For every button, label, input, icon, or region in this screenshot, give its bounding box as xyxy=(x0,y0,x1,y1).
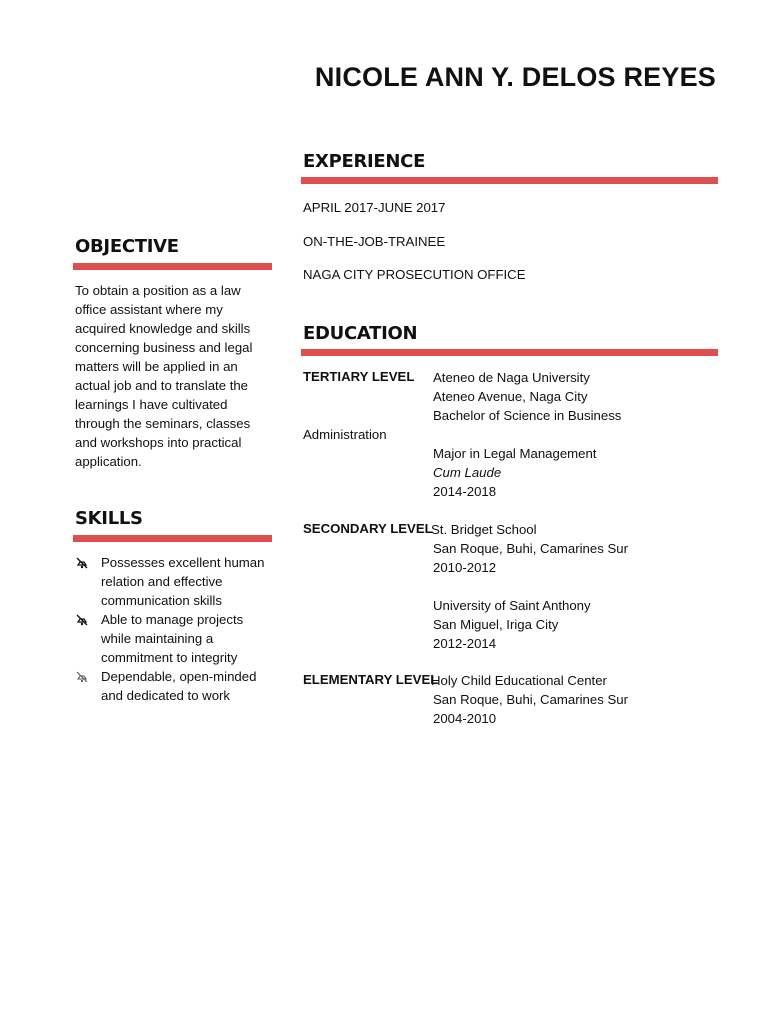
secondary-years-1: 2010-2012 xyxy=(433,560,497,575)
elementary-years: 2004-2010 xyxy=(433,711,497,726)
experience-role: ON-THE-JOB-TRAINEE xyxy=(303,234,446,249)
secondary-level-label: SECONDARY LEVEL xyxy=(303,521,433,536)
experience-rule xyxy=(301,177,718,184)
skill-text: Dependable, open-minded and dedicated to work xyxy=(101,669,257,703)
objective-text: To obtain a position as a law office assistant where my acquired knowledge and skills concerning business and legal matters will be applied in an actual job and to translate the learnings I have cultivated through the seminars, classes and workshops into practical application. xyxy=(75,283,253,469)
experience-heading: EXPERIENCE xyxy=(303,151,426,172)
objective-rule xyxy=(73,263,272,270)
no-sound-icon xyxy=(75,610,101,629)
experience-employer: NAGA CITY PROSECUTION OFFICE xyxy=(303,267,526,282)
education-rule xyxy=(301,349,718,356)
skill-item xyxy=(75,667,275,705)
secondary-address-2: San Miguel, Iriga City xyxy=(433,617,559,632)
tertiary-years: 2014-2018 xyxy=(433,484,497,499)
skills-list xyxy=(75,553,275,705)
skill-item xyxy=(75,553,275,610)
tertiary-major: Major in Legal Management xyxy=(433,446,597,461)
skill-text: Able to manage projects while maintaining a commitment to integrity xyxy=(101,612,244,665)
no-sound-icon xyxy=(75,667,101,686)
skills-rule xyxy=(73,535,272,542)
secondary-years-2: 2012-2014 xyxy=(433,636,497,651)
skills-heading: SKILLS xyxy=(75,508,143,529)
secondary-school-1: St. Bridget School xyxy=(431,522,537,537)
elementary-school: Holy Child Educational Center xyxy=(431,673,607,688)
tertiary-degree-continued: Administration xyxy=(303,427,387,442)
skill-item xyxy=(75,610,275,667)
elementary-level-label: ELEMENTARY LEVEL xyxy=(303,672,439,687)
no-sound-icon xyxy=(75,553,101,572)
skill-text: Possesses excellent human relation and effective communication skills xyxy=(101,555,265,608)
tertiary-honor: Cum Laude xyxy=(433,465,502,480)
education-heading: EDUCATION xyxy=(303,323,418,344)
experience-period: APRIL 2017-JUNE 2017 xyxy=(303,200,446,215)
tertiary-school: Ateneo de Naga University xyxy=(433,370,590,385)
secondary-school-2: University of Saint Anthony xyxy=(433,598,591,613)
resume-name: NICOLE ANN Y. DELOS REYES xyxy=(314,62,716,92)
secondary-address-1: San Roque, Buhi, Camarines Sur xyxy=(433,541,628,556)
tertiary-level-label: TERTIARY LEVEL xyxy=(303,369,415,384)
objective-heading: OBJECTIVE xyxy=(75,236,179,257)
tertiary-degree: Bachelor of Science in Business xyxy=(433,408,622,423)
elementary-address: San Roque, Buhi, Camarines Sur xyxy=(433,692,628,707)
tertiary-address: Ateneo Avenue, Naga City xyxy=(433,389,588,404)
